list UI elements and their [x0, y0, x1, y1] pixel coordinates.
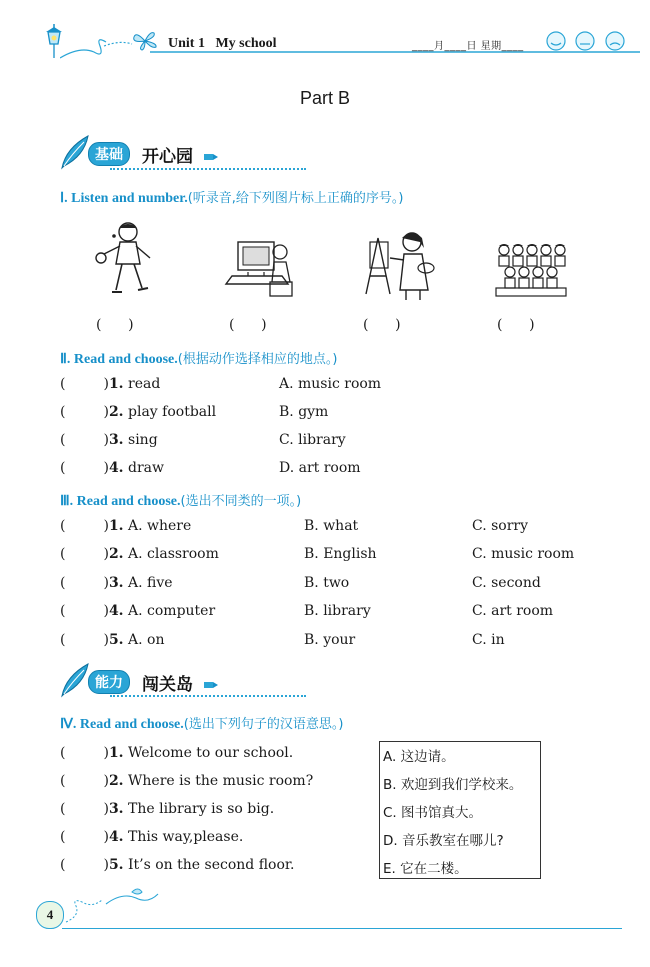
- answer-choice-b: B. 欢迎到我们学校来。: [383, 777, 523, 793]
- option-a: A. on: [128, 632, 165, 648]
- pencil-mini-icon: [204, 152, 218, 162]
- picture-blank-4[interactable]: ( ): [497, 317, 535, 333]
- q3-item-4-option-b: B. library: [304, 603, 371, 619]
- feather-quill-icon: [58, 662, 92, 698]
- item-text: Welcome to our school.: [128, 745, 294, 761]
- answer-paren-open[interactable]: (: [60, 460, 66, 476]
- heading-en: Ⅳ. Read and choose.: [60, 717, 184, 732]
- badge-label: 能力: [88, 670, 130, 694]
- item-num: 2.: [108, 546, 124, 562]
- item-num: 4.: [108, 603, 124, 619]
- heading-cn: (选出不同类的一项。): [180, 494, 302, 509]
- answer-paren-close: ): [103, 376, 109, 392]
- unit-label: Unit 1: [168, 36, 205, 51]
- item-num: 1.: [108, 376, 124, 392]
- q3-item-5-option-c: C. in: [472, 632, 505, 648]
- boy-ping-pong-icon: [92, 218, 162, 298]
- footer-line: [62, 928, 622, 929]
- unit-title: My school: [215, 36, 277, 51]
- q3-item-3: [60, 575, 173, 591]
- footer-swirl-icon: [62, 886, 162, 926]
- q2-item-1: [60, 376, 160, 392]
- q3-item-4: [60, 603, 215, 619]
- page-number: 4: [36, 901, 64, 929]
- q4-item-2: [60, 773, 313, 789]
- q3-item-3-option-c: C. second: [472, 575, 541, 591]
- item-text: The library is so big.: [128, 801, 275, 817]
- q3-item-1-option-b: B. what: [304, 518, 359, 534]
- answer-paren-open[interactable]: (: [60, 857, 66, 873]
- answer-paren-close: ): [103, 801, 109, 817]
- answer-paren-open[interactable]: (: [60, 773, 66, 789]
- q4-item-1: [60, 745, 293, 761]
- item-num: 3.: [108, 432, 124, 448]
- item-num: 5.: [108, 632, 124, 648]
- answer-paren-close: ): [103, 745, 109, 761]
- answer-choices-box: [379, 741, 541, 879]
- heading-en: Ⅱ. Read and choose.: [60, 352, 178, 367]
- answer-paren-open[interactable]: (: [60, 603, 66, 619]
- picture-blank-3[interactable]: ( ): [363, 317, 401, 333]
- section-divider: [110, 168, 306, 170]
- answer-paren-close: ): [103, 546, 109, 562]
- heading-en: Ⅲ. Read and choose.: [60, 494, 181, 509]
- item-text: Where is the music room?: [128, 773, 314, 789]
- q3-item-2: [60, 546, 219, 562]
- section-divider: [110, 695, 306, 697]
- section-title: 开心园: [142, 147, 193, 167]
- item-text: It’s on the second floor.: [128, 857, 295, 873]
- q4-item-4: [60, 829, 243, 845]
- answer-choice-e: E. 它在二楼。: [383, 861, 468, 877]
- q2-option-c: C. library: [279, 432, 346, 448]
- answer-choice-c: C. 图书馆真大。: [383, 805, 483, 821]
- q3-item-1: [60, 518, 191, 534]
- mood-faces-icon: [545, 30, 637, 52]
- question-4-heading: [60, 713, 343, 733]
- answer-paren-close: ): [103, 575, 109, 591]
- answer-paren-open[interactable]: (: [60, 829, 66, 845]
- picture-blank-1[interactable]: ( ): [96, 317, 134, 333]
- answer-paren-open[interactable]: (: [60, 432, 66, 448]
- pencil-mini-icon: [204, 680, 218, 690]
- answer-paren-close: ): [103, 518, 109, 534]
- answer-paren-open[interactable]: (: [60, 404, 66, 420]
- answer-paren-open[interactable]: (: [60, 745, 66, 761]
- answer-paren-close: ): [103, 460, 109, 476]
- item-text: draw: [128, 460, 164, 476]
- section-ability-badge: [58, 668, 318, 694]
- answer-paren-open[interactable]: (: [60, 518, 66, 534]
- computer-icon: [224, 232, 300, 298]
- item-num: 5.: [108, 857, 124, 873]
- q2-option-d: D. art room: [279, 460, 361, 476]
- item-num: 3.: [108, 575, 124, 591]
- q3-item-5: [60, 632, 164, 648]
- q3-item-4-option-c: C. art room: [472, 603, 554, 619]
- music-class-icon: [494, 240, 568, 298]
- question-2-heading: [60, 348, 337, 368]
- section-basic-badge: [58, 140, 318, 166]
- option-a: A. classroom: [128, 546, 219, 562]
- answer-choice-a: A. 这边请。: [383, 749, 455, 765]
- butterfly-icon: [132, 31, 158, 51]
- heading-en: Ⅰ. Listen and number.: [60, 191, 188, 206]
- item-num: 2.: [108, 773, 124, 789]
- answer-paren-open[interactable]: (: [60, 632, 66, 648]
- item-num: 1.: [108, 745, 124, 761]
- heading-cn: (根据动作选择相应的地点。): [177, 352, 338, 367]
- date-field: ____月____日 星期____: [412, 41, 524, 52]
- option-a: A. computer: [128, 603, 216, 619]
- q2-option-b: B. gym: [279, 404, 329, 420]
- answer-paren-close: ): [103, 632, 109, 648]
- section-title: 闯关岛: [142, 675, 193, 695]
- q3-item-3-option-b: B. two: [304, 575, 350, 591]
- answer-paren-close: ): [103, 603, 109, 619]
- q3-item-2-option-c: C. music room: [472, 546, 575, 562]
- answer-paren-close: ): [103, 404, 109, 420]
- item-text: This way,please.: [128, 829, 244, 845]
- answer-paren-close: ): [103, 829, 109, 845]
- question-1-heading: [60, 187, 403, 207]
- badge-label: 基础: [88, 142, 130, 166]
- question-3-heading: [60, 490, 301, 510]
- answer-paren-close: ): [103, 773, 109, 789]
- heading-cn: (选出下列句子的汉语意思。): [183, 717, 344, 732]
- q3-item-1-option-c: C. sorry: [472, 518, 529, 534]
- item-text: read: [128, 376, 161, 392]
- heading-cn: (听录音,给下列图片标上正确的序号。): [187, 191, 404, 206]
- q2-option-a: A. music room: [279, 376, 382, 392]
- answer-paren-close: ): [103, 432, 109, 448]
- picture-blank-2[interactable]: ( ): [229, 317, 267, 333]
- feather-quill-icon: [58, 134, 92, 170]
- q2-item-2: [60, 404, 216, 420]
- q2-item-4: [60, 460, 164, 476]
- answer-paren-close: ): [103, 857, 109, 873]
- girl-painting-icon: [360, 228, 440, 302]
- header-unit-title: [168, 36, 277, 52]
- item-num: 3.: [108, 801, 124, 817]
- option-a: A. five: [128, 575, 173, 591]
- q4-item-3: [60, 801, 274, 817]
- q3-item-5-option-b: B. your: [304, 632, 356, 648]
- answer-choice-d: D. 音乐教室在哪儿?: [383, 833, 504, 849]
- option-a: A. where: [128, 518, 192, 534]
- q3-item-2-option-b: B. English: [304, 546, 377, 562]
- item-text: sing: [128, 432, 158, 448]
- item-num: 4.: [108, 829, 124, 845]
- answer-paren-open[interactable]: (: [60, 575, 66, 591]
- item-num: 2.: [108, 404, 124, 420]
- item-num: 4.: [108, 460, 124, 476]
- q2-item-3: [60, 432, 158, 448]
- answer-paren-open[interactable]: (: [60, 801, 66, 817]
- answer-paren-open[interactable]: (: [60, 546, 66, 562]
- part-title: Part B: [299, 88, 351, 108]
- answer-paren-open[interactable]: (: [60, 376, 66, 392]
- q4-item-5: [60, 857, 295, 873]
- item-num: 1.: [108, 518, 124, 534]
- item-text: play football: [128, 404, 217, 420]
